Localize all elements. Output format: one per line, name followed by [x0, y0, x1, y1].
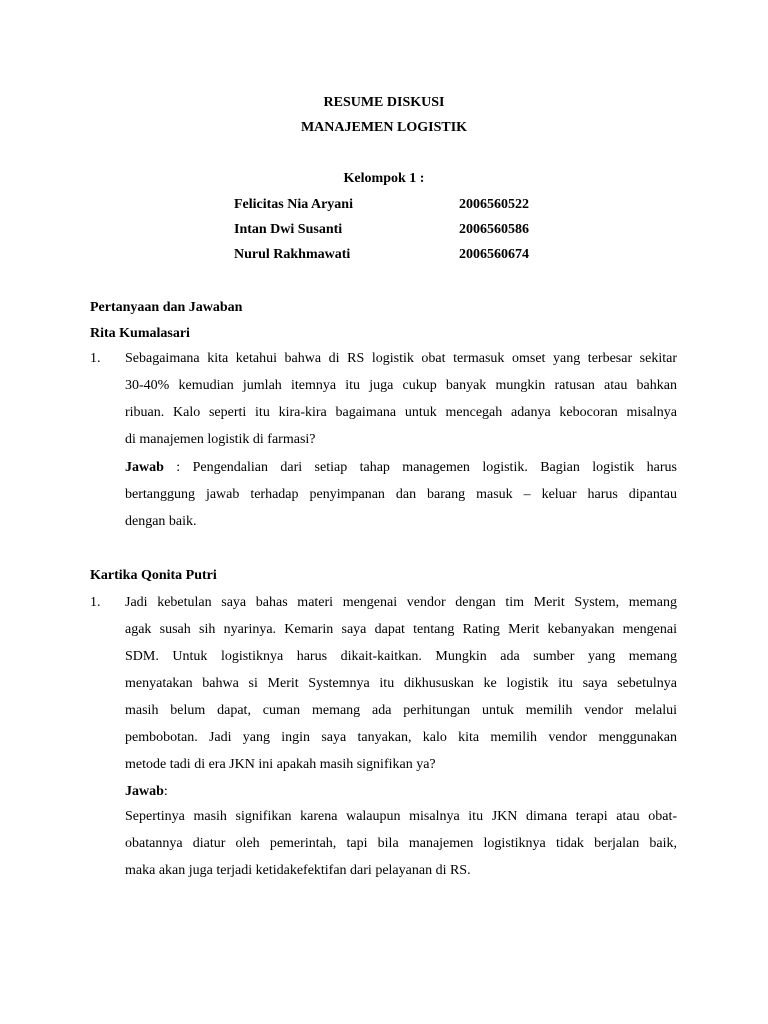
question-line: agak susah sih nyarinya. Kemarin saya dapat tentang Rating Merit kebanyakan mengenai — [125, 622, 677, 637]
answer-line: obatannya diatur oleh pemerintah, tapi bila manajemen logistiknya tidak berjalan baik, — [125, 836, 677, 851]
answer-line: bertanggung jawab terhadap penyimpanan dan barang masuk – keluar harus dipantau — [125, 487, 677, 502]
answer-colon: : — [163, 784, 168, 799]
question-line: pembobotan. Jadi yang ingin saya tanyakan, kalo kita memilih vendor menggunakan — [125, 730, 677, 745]
member-name: Intan Dwi Susanti — [234, 222, 343, 237]
question-line: 30-40% kemudian jumlah itemnya itu juga cukup banyak mungkin ratusan atau bahkan — [125, 378, 677, 393]
asker-name: Rita Kumalasari — [90, 326, 190, 341]
document-title: RESUME DISKUSI — [323, 95, 445, 110]
question-line: ribuan. Kalo seperti itu kira-kira bagaimana untuk mencegah adanya kebocoran misalnya — [125, 405, 677, 420]
question-text — [125, 589, 677, 778]
answer-text — [125, 803, 677, 884]
answer-label-line — [125, 778, 677, 805]
answer-text — [125, 454, 677, 535]
answer-line: dengan baik. — [125, 514, 197, 529]
answer-line — [125, 778, 677, 805]
member-id: 2006560522 — [459, 197, 529, 212]
member-id: 2006560586 — [459, 222, 529, 237]
asker-name: Kartika Qonita Putri — [90, 568, 217, 583]
answer-line: maka akan juga terjadi ketidakefektifan dari pelayanan di RS. — [125, 863, 471, 878]
question-line: SDM. Untuk logistiknya harus dikait-kaitkan. Mungkin ada sumber yang memang — [125, 649, 677, 664]
question-line: metode tadi di era JKN ini apakah masih signifikan ya? — [125, 757, 436, 772]
answer-label: Jawab — [125, 784, 164, 799]
answer-line: Sepertinya masih signifikan karena walaupun misalnya itu JKN dimana terapi atau obat- — [125, 809, 677, 824]
question-line: di manajemen logistik di farmasi? — [125, 432, 316, 447]
question-line: masih belum dapat, cuman memang ada perhitungan untuk memilih vendor melalui — [125, 703, 677, 718]
member-name: Felicitas Nia Aryani — [234, 197, 353, 212]
document-subtitle: MANAJEMEN LOGISTIK — [300, 120, 468, 135]
question-text — [125, 345, 677, 453]
section-heading: Pertanyaan dan Jawaban — [90, 300, 243, 315]
question-line: Sebagaimana kita ketahui bahwa di RS logistik obat termasuk omset yang terbesar sekitar — [125, 351, 677, 366]
answer-first-line: : Pengendalian dari setiap tahap managemen logistik. Bagian logistik harus — [163, 460, 677, 475]
question-line: menyatakan bahwa si Merit Systemnya itu dikhususkan ke logistik itu saya sebetulnya — [125, 676, 677, 691]
answer-label: Jawab — [125, 460, 164, 475]
answer-line — [125, 454, 677, 481]
member-id: 2006560674 — [459, 247, 529, 262]
member-name: Nurul Rakhmawati — [234, 247, 351, 262]
group-label: Kelompok 1 : — [343, 171, 425, 186]
question-line: Jadi kebetulan saya bahas materi mengenai vendor dengan tim Merit System, memang — [125, 595, 677, 610]
question-number: 1. — [90, 351, 101, 366]
question-number: 1. — [90, 595, 101, 610]
